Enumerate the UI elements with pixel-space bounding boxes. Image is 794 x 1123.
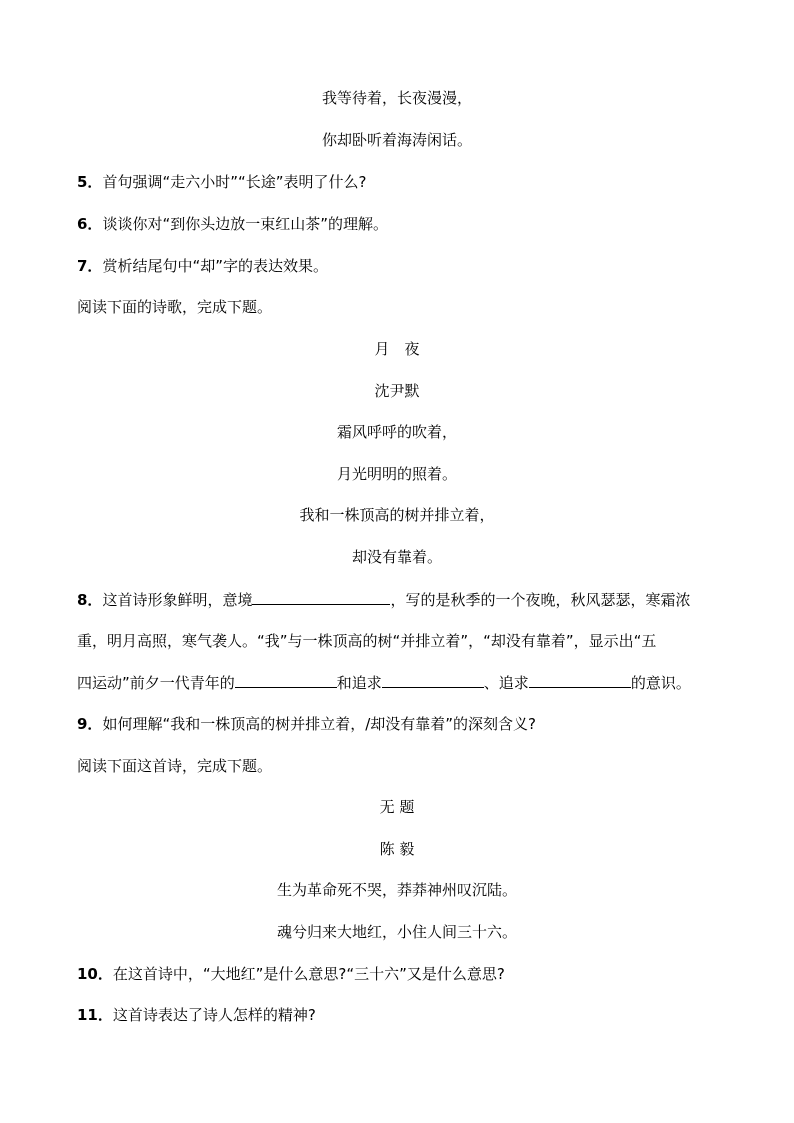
question-number: 5． — [77, 173, 103, 191]
question-text: 的意识。 — [630, 674, 691, 692]
question-8-line-2: 重，明月高照，寒气袭人。“我”与一株顶高的树“并排立着”，“却没有靠着”，显示出“五 — [77, 632, 657, 650]
question-number: 11． — [77, 1006, 113, 1024]
question-text: 如何理解“我和一株顶高的树并排立着，/却没有靠着”的深刻含义? — [102, 715, 536, 733]
poem1-line-2: 你却卧听着海涛闲话。 — [321, 131, 472, 149]
answer-blank[interactable] — [529, 672, 631, 688]
question-7 — [77, 256, 328, 276]
poem2-line-1: 霜风呼呼的吹着， — [336, 423, 457, 441]
instruction-1: 阅读下面的诗歌，完成下题。 — [77, 298, 273, 316]
question-number: 9． — [77, 715, 103, 733]
question-10 — [77, 964, 505, 984]
poem3-author: 陈 毅 — [379, 840, 415, 858]
question-number: 6． — [77, 215, 103, 233]
question-text: 谈谈你对“到你头边放一束红山茶”的理解。 — [102, 215, 388, 233]
question-text: 首句强调“走六小时”“长途”表明了什么? — [102, 173, 367, 191]
question-number: 10． — [77, 965, 113, 983]
question-8-line-1 — [77, 589, 690, 610]
question-9 — [77, 714, 536, 734]
question-text: 这首诗形象鲜明，意境 — [102, 591, 253, 609]
instruction-2: 阅读下面这首诗，完成下题。 — [77, 757, 273, 775]
poem2-line-3: 我和一株顶高的树并排立着， — [299, 506, 495, 524]
question-text: 、追求 — [483, 674, 529, 692]
poem3-title: 无 题 — [379, 798, 415, 816]
question-text: 这首诗表达了诗人怎样的精神? — [112, 1006, 316, 1024]
answer-blank[interactable] — [252, 589, 390, 605]
poem1-line-1: 我等待着，长夜漫漫， — [321, 89, 472, 107]
question-number: 7． — [77, 257, 103, 275]
question-text: 赏析结尾句中“却”字的表达效果。 — [102, 257, 328, 275]
question-text: 和追求 — [336, 674, 382, 692]
question-text: ，写的是秋季的一个夜晚，秋风瑟瑟，寒霜浓 — [390, 591, 691, 609]
question-6 — [77, 214, 388, 234]
answer-blank[interactable] — [382, 672, 484, 688]
poem2-author: 沈尹默 — [374, 382, 420, 400]
poem2-title: 月 夜 — [374, 340, 420, 358]
poem2-line-2: 月光明明的照着。 — [336, 465, 457, 483]
answer-blank[interactable] — [235, 672, 337, 688]
question-8-line-3 — [77, 672, 691, 693]
poem3-line-1: 生为革命死不哭，莽莽神州叹沉陆。 — [276, 881, 517, 899]
question-text: 在这首诗中，“大地红”是什么意思?“三十六”又是什么意思? — [112, 965, 505, 983]
question-5 — [77, 172, 367, 192]
poem2-line-4: 却没有靠着。 — [351, 548, 442, 566]
poem3-line-2: 魂兮归来大地红，小住人间三十六。 — [276, 923, 517, 941]
question-text: 四运动”前夕一代青年的 — [77, 674, 235, 692]
question-11 — [77, 1005, 316, 1025]
question-number: 8． — [77, 591, 103, 609]
